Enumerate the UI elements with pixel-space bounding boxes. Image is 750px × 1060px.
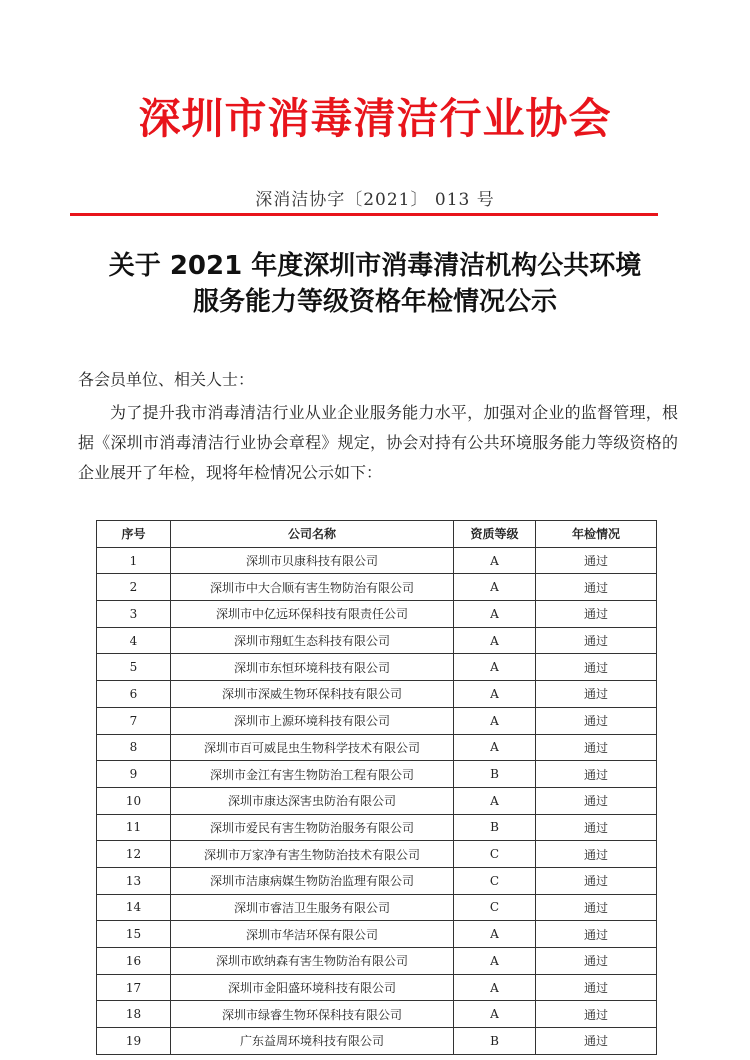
cell-qualification-grade: B bbox=[454, 761, 536, 788]
cell-company-name: 深圳市洁康病媒生物防治监理有限公司 bbox=[171, 867, 454, 894]
cell-company-name: 深圳市金江有害生物防治工程有限公司 bbox=[171, 761, 454, 788]
cell-serial-number: 12 bbox=[97, 841, 171, 868]
cell-company-name: 深圳市中大合顺有害生物防治有限公司 bbox=[171, 574, 454, 601]
cell-company-name: 深圳市睿洁卫生服务有限公司 bbox=[171, 894, 454, 921]
cell-qualification-grade: A bbox=[454, 787, 536, 814]
cell-inspection-result: 通过 bbox=[536, 547, 657, 574]
table-row bbox=[97, 948, 657, 975]
cell-serial-number: 10 bbox=[97, 787, 171, 814]
cell-serial-number: 1 bbox=[97, 547, 171, 574]
table-row bbox=[97, 601, 657, 628]
cell-qualification-grade: A bbox=[454, 707, 536, 734]
table-row bbox=[97, 654, 657, 681]
table-row bbox=[97, 841, 657, 868]
cell-company-name: 深圳市深威生物环保科技有限公司 bbox=[171, 681, 454, 708]
cell-qualification-grade: A bbox=[454, 921, 536, 948]
cell-company-name: 深圳市华洁环保有限公司 bbox=[171, 921, 454, 948]
table-row bbox=[97, 814, 657, 841]
header-qualification-grade: 资质等级 bbox=[454, 521, 536, 548]
cell-qualification-grade: C bbox=[454, 894, 536, 921]
cell-inspection-result: 通过 bbox=[536, 974, 657, 1001]
cell-qualification-grade: B bbox=[454, 1028, 536, 1055]
cell-serial-number: 4 bbox=[97, 627, 171, 654]
cell-serial-number: 6 bbox=[97, 681, 171, 708]
cell-inspection-result: 通过 bbox=[536, 761, 657, 788]
cell-inspection-result: 通过 bbox=[536, 1001, 657, 1028]
cell-company-name: 深圳市康达深害虫防治有限公司 bbox=[171, 787, 454, 814]
cell-inspection-result: 通过 bbox=[536, 734, 657, 761]
cell-inspection-result: 通过 bbox=[536, 921, 657, 948]
cell-inspection-result: 通过 bbox=[536, 814, 657, 841]
cell-qualification-grade: A bbox=[454, 601, 536, 628]
table-row bbox=[97, 681, 657, 708]
cell-qualification-grade: A bbox=[454, 547, 536, 574]
table-row bbox=[97, 894, 657, 921]
salutation: 各会员单位、相关人士： bbox=[78, 370, 255, 389]
cell-qualification-grade: A bbox=[454, 1001, 536, 1028]
cell-qualification-grade: A bbox=[454, 627, 536, 654]
red-divider-line bbox=[70, 213, 658, 216]
cell-company-name: 深圳市欧纳森有害生物防治有限公司 bbox=[171, 948, 454, 975]
cell-serial-number: 15 bbox=[97, 921, 171, 948]
cell-inspection-result: 通过 bbox=[536, 601, 657, 628]
cell-inspection-result: 通过 bbox=[536, 574, 657, 601]
inspection-results-table bbox=[96, 520, 657, 1055]
table-row bbox=[97, 921, 657, 948]
table-body bbox=[97, 547, 657, 1054]
table-row bbox=[97, 1028, 657, 1055]
cell-qualification-grade: A bbox=[454, 734, 536, 761]
table-row bbox=[97, 761, 657, 788]
cell-company-name: 深圳市绿睿生物环保科技有限公司 bbox=[171, 1001, 454, 1028]
cell-company-name: 深圳市翔虹生态科技有限公司 bbox=[171, 627, 454, 654]
table-row bbox=[97, 627, 657, 654]
cell-serial-number: 2 bbox=[97, 574, 171, 601]
cell-inspection-result: 通过 bbox=[536, 654, 657, 681]
table-row bbox=[97, 867, 657, 894]
header-inspection-result: 年检情况 bbox=[536, 521, 657, 548]
cell-serial-number: 17 bbox=[97, 974, 171, 1001]
cell-qualification-grade: C bbox=[454, 841, 536, 868]
table-row bbox=[97, 574, 657, 601]
cell-serial-number: 5 bbox=[97, 654, 171, 681]
body-paragraph: 为了提升我市消毒清洁行业从业企业服务能力水平，加强对企业的监督管理，根据《深圳市消毒清洁行业协会章程》规定，协会对持有公共环境服务能力等级资格的企业展开了年检，现将年检情况公示如下： bbox=[78, 403, 678, 482]
cell-serial-number: 14 bbox=[97, 894, 171, 921]
cell-serial-number: 3 bbox=[97, 601, 171, 628]
table-row bbox=[97, 707, 657, 734]
cell-company-name: 深圳市贝康科技有限公司 bbox=[171, 547, 454, 574]
table-row bbox=[97, 974, 657, 1001]
cell-qualification-grade: A bbox=[454, 654, 536, 681]
cell-qualification-grade: A bbox=[454, 974, 536, 1001]
cell-serial-number: 9 bbox=[97, 761, 171, 788]
cell-qualification-grade: A bbox=[454, 948, 536, 975]
table-row bbox=[97, 734, 657, 761]
cell-inspection-result: 通过 bbox=[536, 707, 657, 734]
table-row bbox=[97, 787, 657, 814]
cell-inspection-result: 通过 bbox=[536, 681, 657, 708]
cell-company-name: 深圳市万家净有害生物防治技术有限公司 bbox=[171, 841, 454, 868]
cell-serial-number: 13 bbox=[97, 867, 171, 894]
cell-company-name: 深圳市爱民有害生物防治服务有限公司 bbox=[171, 814, 454, 841]
cell-inspection-result: 通过 bbox=[536, 948, 657, 975]
cell-qualification-grade: A bbox=[454, 681, 536, 708]
cell-inspection-result: 通过 bbox=[536, 867, 657, 894]
cell-company-name: 深圳市金阳盛环境科技有限公司 bbox=[171, 974, 454, 1001]
cell-inspection-result: 通过 bbox=[536, 894, 657, 921]
table-header-row bbox=[97, 521, 657, 548]
cell-qualification-grade: A bbox=[454, 574, 536, 601]
cell-serial-number: 8 bbox=[97, 734, 171, 761]
cell-serial-number: 19 bbox=[97, 1028, 171, 1055]
cell-qualification-grade: C bbox=[454, 867, 536, 894]
document-number: 深消洁协字〔2021〕 013 号 bbox=[255, 190, 495, 210]
cell-inspection-result: 通过 bbox=[536, 787, 657, 814]
organization-header: 深圳市消毒清洁行业协会 bbox=[138, 94, 612, 143]
table-row bbox=[97, 547, 657, 574]
document-title bbox=[0, 248, 750, 320]
cell-company-name: 深圳市中亿远环保科技有限责任公司 bbox=[171, 601, 454, 628]
header-company-name: 公司名称 bbox=[171, 521, 454, 548]
table-row bbox=[97, 1001, 657, 1028]
cell-inspection-result: 通过 bbox=[536, 627, 657, 654]
header-serial-number: 序号 bbox=[97, 521, 171, 548]
cell-qualification-grade: B bbox=[454, 814, 536, 841]
cell-serial-number: 16 bbox=[97, 948, 171, 975]
cell-inspection-result: 通过 bbox=[536, 1028, 657, 1055]
title-line-2: 服务能力等级资格年检情况公示 bbox=[192, 287, 557, 317]
cell-serial-number: 7 bbox=[97, 707, 171, 734]
cell-company-name: 深圳市百可威昆虫生物科学技术有限公司 bbox=[171, 734, 454, 761]
cell-serial-number: 11 bbox=[97, 814, 171, 841]
cell-company-name: 深圳市东恒环境科技有限公司 bbox=[171, 654, 454, 681]
cell-inspection-result: 通过 bbox=[536, 841, 657, 868]
cell-serial-number: 18 bbox=[97, 1001, 171, 1028]
cell-company-name: 深圳市上源环境科技有限公司 bbox=[171, 707, 454, 734]
cell-company-name: 广东益周环境科技有限公司 bbox=[171, 1028, 454, 1055]
title-line-1: 关于 2021 年度深圳市消毒清洁机构公共环境 bbox=[108, 251, 642, 281]
